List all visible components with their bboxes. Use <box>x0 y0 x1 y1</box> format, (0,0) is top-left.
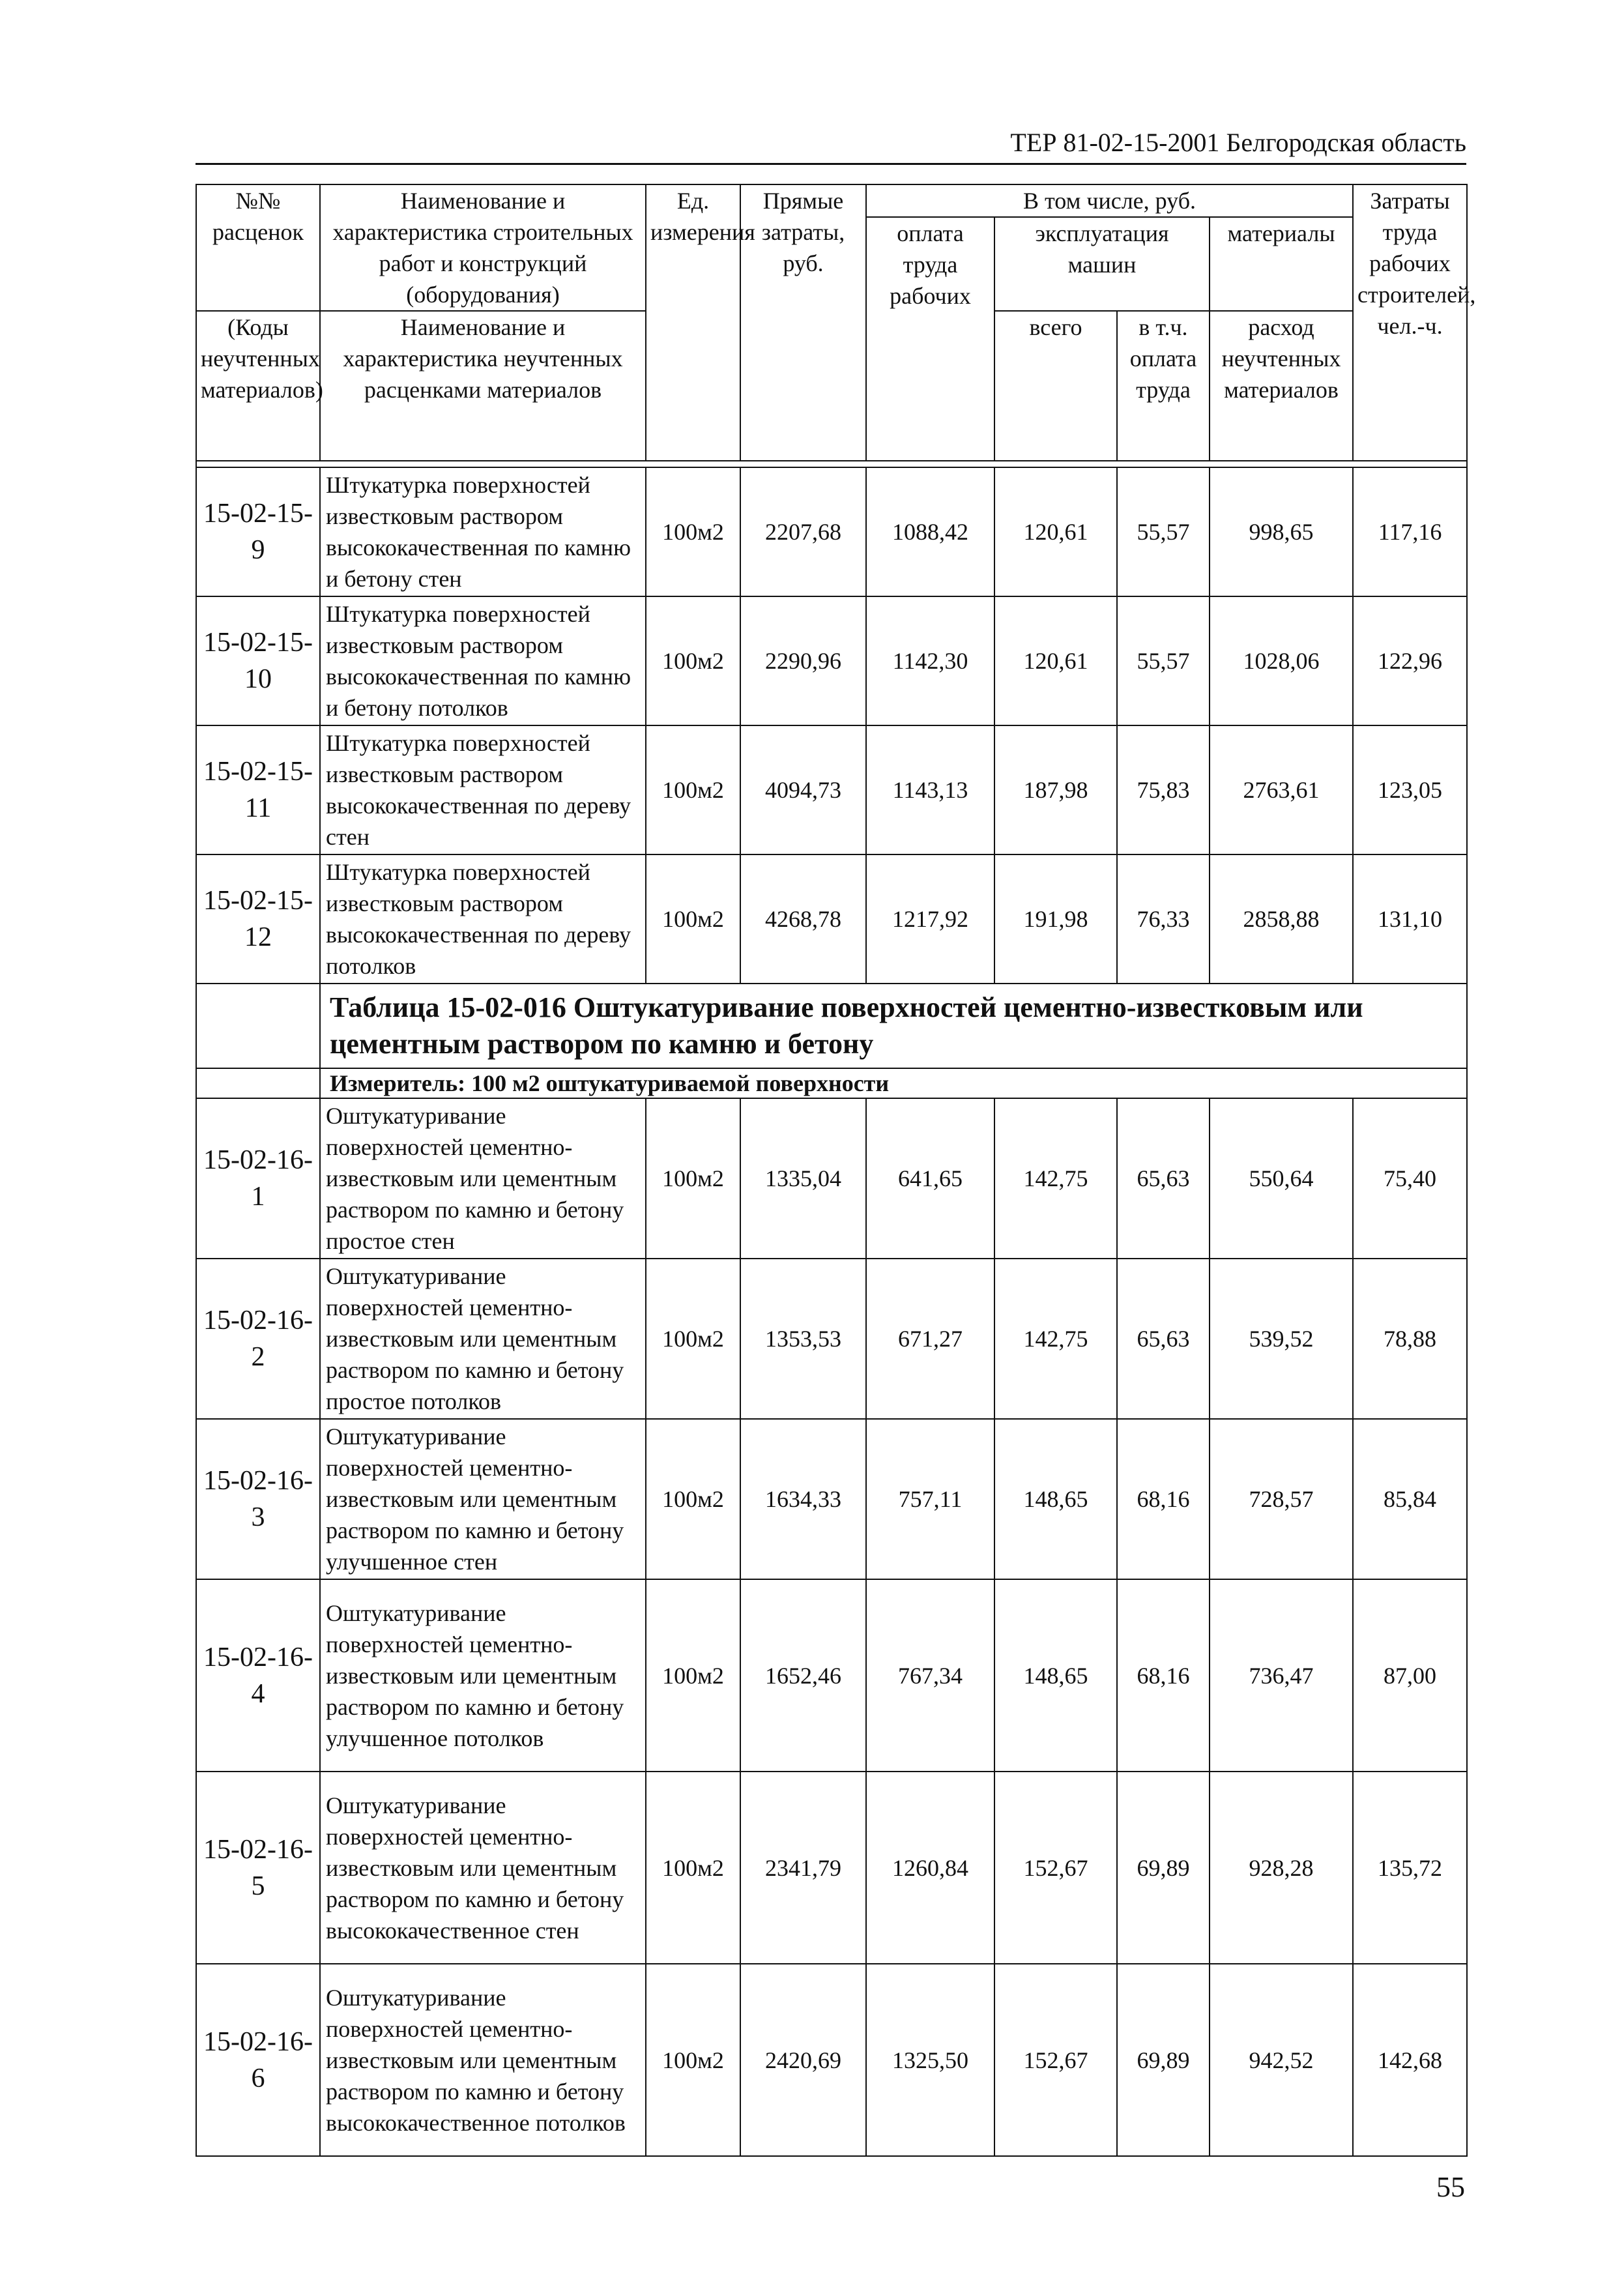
cell-direct: 2341,79 <box>740 1772 866 1964</box>
table-row <box>196 467 1467 596</box>
cell-mach-labor: 65,63 <box>1117 1098 1210 1259</box>
cell-mach-total: 120,61 <box>994 467 1117 596</box>
cell-materials: 1028,06 <box>1210 596 1353 725</box>
col-name-unaccounted-header: Наименование и характеристика неучтенных расценками материалов <box>320 311 646 461</box>
cell-labor: 1088,42 <box>866 467 994 596</box>
work-name: Оштукатуривание поверхностей цементно-известковым или цементным раствором по камню и бетону высококачественное потолков <box>320 1964 646 2156</box>
cell-direct: 2290,96 <box>740 596 866 725</box>
work-name: Оштукатуривание поверхностей цементно-известковым или цементным раствором по камню и бетону улучшенное потолков <box>320 1579 646 1772</box>
rate-code: 15-02-16-1 <box>196 1098 320 1259</box>
cell-unit: 100м2 <box>646 467 740 596</box>
cell-labor: 1325,50 <box>866 1964 994 2156</box>
rate-code: 15-02-16-5 <box>196 1772 320 1964</box>
table-row <box>196 1259 1467 1419</box>
cell-labor-cost: 87,00 <box>1353 1579 1467 1772</box>
table-row <box>196 1098 1467 1259</box>
cell-mach-total: 148,65 <box>994 1419 1117 1579</box>
work-name: Штукатурка поверхностей известковым раствором высококачественная по камню и бетону потолков <box>320 596 646 725</box>
cell-direct: 1652,46 <box>740 1579 866 1772</box>
cell-direct: 4268,78 <box>740 854 866 984</box>
cell-unit: 100м2 <box>646 1098 740 1259</box>
col-codes-unaccounted-header: (Коды неучтенных материалов) <box>196 311 320 461</box>
cell-materials: 736,47 <box>1210 1579 1353 1772</box>
cell-direct: 2207,68 <box>740 467 866 596</box>
cell-mach-total: 142,75 <box>994 1259 1117 1419</box>
cell-mach-total: 148,65 <box>994 1579 1117 1772</box>
work-name: Оштукатуривание поверхностей цементно-известковым или цементным раствором по камню и бетону улучшенное стен <box>320 1419 646 1579</box>
cell-materials: 550,64 <box>1210 1098 1353 1259</box>
cell-labor: 767,34 <box>866 1579 994 1772</box>
header-row <box>196 184 1467 217</box>
cell-labor: 1217,92 <box>866 854 994 984</box>
table-row <box>196 596 1467 725</box>
cell-labor: 641,65 <box>866 1098 994 1259</box>
table-row <box>196 1419 1467 1579</box>
col-name-header: Наименование и характеристика строительных работ и конструкций (оборудования) <box>320 184 646 311</box>
cell-direct: 2420,69 <box>740 1964 866 2156</box>
cell-labor-cost: 131,10 <box>1353 854 1467 984</box>
work-name: Штукатурка поверхностей известковым раствором высококачественная по камню и бетону стен <box>320 467 646 596</box>
section-title: Таблица 15-02-016 Оштукатуривание поверхностей цементно-известковым или цементным раствором по камню и бетону <box>320 984 1467 1068</box>
cell-mach-labor: 68,16 <box>1117 1579 1210 1772</box>
cell-labor: 671,27 <box>866 1259 994 1419</box>
cell-labor: 1260,84 <box>866 1772 994 1964</box>
page-number: 55 <box>1436 2171 1465 2203</box>
cell-mach-total: 191,98 <box>994 854 1117 984</box>
rate-code: 15-02-15-11 <box>196 725 320 854</box>
cell-unit: 100м2 <box>646 725 740 854</box>
cell-direct: 1335,04 <box>740 1098 866 1259</box>
work-name: Штукатурка поверхностей известковым раствором высококачественная по дереву стен <box>320 725 646 854</box>
measure-text: Измеритель: 100 м2 оштукатуриваемой поверхности <box>320 1068 1467 1098</box>
table-row <box>196 854 1467 984</box>
rates-table <box>196 184 1476 2157</box>
cell-mach-labor: 76,33 <box>1117 854 1210 984</box>
rate-code: 15-02-15-12 <box>196 854 320 984</box>
cell-materials: 728,57 <box>1210 1419 1353 1579</box>
table-row <box>196 725 1467 854</box>
col-labor-cost-header: Затраты труда рабочих строителей, чел.-ч. <box>1353 184 1467 461</box>
cell-mach-labor: 69,89 <box>1117 1772 1210 1964</box>
rate-code: 15-02-16-6 <box>196 1964 320 2156</box>
cell-materials: 942,52 <box>1210 1964 1353 2156</box>
cell-mach-total: 187,98 <box>994 725 1117 854</box>
page-header <box>196 117 1466 165</box>
cell-direct: 1353,53 <box>740 1259 866 1419</box>
cell-mach-total: 142,75 <box>994 1098 1117 1259</box>
rate-code: 15-02-16-3 <box>196 1419 320 1579</box>
cell-labor-cost: 135,72 <box>1353 1772 1467 1964</box>
rate-code: 15-02-16-4 <box>196 1579 320 1772</box>
table-row <box>196 1964 1467 2156</box>
document-title: ТЕР 81-02-15-2001 Белгородская область <box>1010 128 1466 157</box>
table-row <box>196 1772 1467 1964</box>
cell-labor-cost: 122,96 <box>1353 596 1467 725</box>
col-code-header: №№ расценок <box>196 184 320 311</box>
cell-mach-labor: 65,63 <box>1117 1259 1210 1419</box>
col-unit-header: Ед. измерения <box>646 184 740 461</box>
spacer-row <box>196 461 1467 467</box>
cell-labor-cost: 117,16 <box>1353 467 1467 596</box>
table-row <box>196 1579 1467 1772</box>
cell-mach-labor: 68,16 <box>1117 1419 1210 1579</box>
cell-materials: 539,52 <box>1210 1259 1353 1419</box>
cell-unit: 100м2 <box>646 1419 740 1579</box>
rate-code: 15-02-15-9 <box>196 467 320 596</box>
cell-direct: 1634,33 <box>740 1419 866 1579</box>
work-name: Оштукатуривание поверхностей цементно-известковым или цементным раствором по камню и бетону высококачественное стен <box>320 1772 646 1964</box>
cell-labor-cost: 123,05 <box>1353 725 1467 854</box>
cell-labor-cost: 75,40 <box>1353 1098 1467 1259</box>
cell-labor: 1142,30 <box>866 596 994 725</box>
spacer-cell <box>196 461 1467 467</box>
cell-materials: 998,65 <box>1210 467 1353 596</box>
section-title-row <box>196 984 1467 1068</box>
cell-labor: 1143,13 <box>866 725 994 854</box>
cell-unit: 100м2 <box>646 1964 740 2156</box>
cell-materials: 2763,61 <box>1210 725 1353 854</box>
cell-materials: 928,28 <box>1210 1772 1353 1964</box>
cell-unit: 100м2 <box>646 596 740 725</box>
work-name: Оштукатуривание поверхностей цементно-известковым или цементным раствором по камню и бетону простое потолков <box>320 1259 646 1419</box>
col-direct-header: Прямые затраты, руб. <box>740 184 866 461</box>
cell-mach-labor: 55,57 <box>1117 467 1210 596</box>
cell-mach-total: 120,61 <box>994 596 1117 725</box>
cell-labor-cost: 142,68 <box>1353 1964 1467 2156</box>
work-name: Штукатурка поверхностей известковым раствором высококачественная по дереву потолков <box>320 854 646 984</box>
cell-mach-total: 152,67 <box>994 1772 1117 1964</box>
col-machines-labor-header: в т.ч. оплата труда <box>1117 311 1210 461</box>
col-machines-header: эксплуатация машин <box>994 217 1210 311</box>
cell-unit: 100м2 <box>646 1579 740 1772</box>
cell-mach-labor: 69,89 <box>1117 1964 1210 2156</box>
cell-mach-total: 152,67 <box>994 1964 1117 2156</box>
cell-labor-cost: 85,84 <box>1353 1419 1467 1579</box>
cell-materials: 2858,88 <box>1210 854 1353 984</box>
col-materials-header: материалы <box>1210 217 1353 311</box>
col-including-header: В том числе, руб. <box>866 184 1353 217</box>
cell-mach-labor: 75,83 <box>1117 725 1210 854</box>
col-machines-total-header: всего <box>994 311 1117 461</box>
rate-code: 15-02-15-10 <box>196 596 320 725</box>
cell-labor-cost: 78,88 <box>1353 1259 1467 1419</box>
cell-unit: 100м2 <box>646 1772 740 1964</box>
rate-code: 15-02-16-2 <box>196 1259 320 1419</box>
work-name: Оштукатуривание поверхностей цементно-известковым или цементным раствором по камню и бетону простое стен <box>320 1098 646 1259</box>
cell-direct: 4094,73 <box>740 725 866 854</box>
cell-mach-labor: 55,57 <box>1117 596 1210 725</box>
measure-row <box>196 1068 1467 1098</box>
cell-unit: 100м2 <box>646 854 740 984</box>
col-labor-header: оплата труда рабочих <box>866 217 994 461</box>
section-title-empty-cell <box>196 984 320 1068</box>
cell-labor: 757,11 <box>866 1419 994 1579</box>
col-materials-unaccounted-header: расход неучтенных материалов <box>1210 311 1353 461</box>
cell-unit: 100м2 <box>646 1259 740 1419</box>
measure-empty-cell <box>196 1068 320 1098</box>
